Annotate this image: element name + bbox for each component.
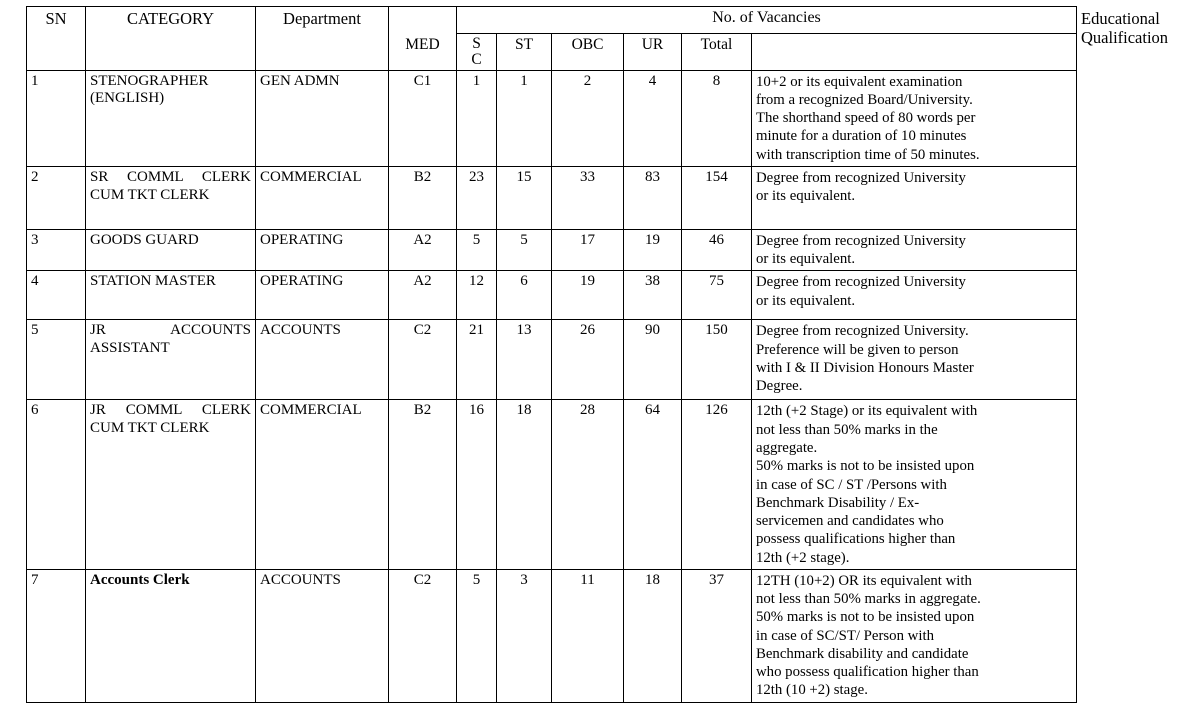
cell-sc: 1	[457, 70, 497, 166]
qualification-line: 10+2 or its equivalent examination	[756, 73, 963, 90]
cell-sc: 5	[457, 569, 497, 702]
cell-sn: 3	[27, 229, 86, 271]
qualification-line: Degree.	[756, 378, 803, 395]
qualification-line: The shorthand speed of 80 words per	[756, 110, 976, 127]
cell-ur: 18	[624, 569, 682, 702]
header-total: Total	[682, 34, 752, 71]
cell-sn: 6	[27, 400, 86, 569]
cell-st: 6	[497, 271, 552, 320]
header-row-top: SN CATEGORY Department No. of Vacancies Educational Qualification	[27, 7, 1077, 34]
qualification-line: or its equivalent.	[756, 188, 856, 205]
header-category: CATEGORY	[86, 7, 256, 71]
cell-sc: 23	[457, 166, 497, 229]
qualification-line: Degree from recognized University	[756, 169, 966, 186]
cell-obc: 11	[552, 569, 624, 702]
cell-obc: 33	[552, 166, 624, 229]
cell-obc: 28	[552, 400, 624, 569]
header-sc-line1: S	[472, 35, 481, 52]
table-row	[27, 166, 1077, 229]
cell-department: GEN ADMN	[256, 70, 389, 166]
qualification-line: possess qualifications higher than	[756, 531, 956, 548]
qualification-line: or its equivalent.	[756, 251, 856, 268]
cell-qualification	[752, 229, 1077, 271]
header-med: MED	[389, 34, 457, 71]
table-row	[27, 229, 1077, 271]
qualification-line: 12th (+2 stage).	[756, 549, 850, 566]
cell-total: 8	[682, 70, 752, 166]
cell-st: 13	[497, 320, 552, 400]
header-st: ST	[497, 34, 552, 71]
qualification-line: from a recognized Board/University.	[756, 91, 973, 108]
table-header	[27, 7, 1169, 71]
cell-sc: 5	[457, 229, 497, 271]
cell-category: Accounts Clerk	[86, 569, 256, 702]
cell-qualification	[752, 70, 1077, 166]
cell-ur: 19	[624, 229, 682, 271]
cell-category: SR COMML CLERK CUM TKT CLERK	[86, 166, 256, 229]
cell-category: GOODS GUARD	[86, 229, 256, 271]
qualification-line: 50% marks is not to be insisted upon	[756, 458, 975, 475]
table-row	[27, 320, 1077, 400]
cell-med: B2	[389, 166, 457, 229]
cell-sn: 5	[27, 320, 86, 400]
qualification-line: 50% marks is not to be insisted upon	[756, 609, 975, 626]
header-obc: OBC	[552, 34, 624, 71]
cell-total: 126	[682, 400, 752, 569]
cell-department: COMMERCIAL	[256, 400, 389, 569]
qualification-line: who possess qualification higher than	[756, 664, 979, 681]
cell-st: 1	[497, 70, 552, 166]
table-row	[27, 271, 1077, 320]
cell-st: 18	[497, 400, 552, 569]
vacancy-table-container	[26, 6, 1169, 703]
table-row	[27, 569, 1077, 702]
cell-category: JR ACCOUNTS ASSISTANT	[86, 320, 256, 400]
header-sc-line2: C	[471, 50, 482, 68]
qualification-line: or its equivalent.	[756, 292, 856, 309]
qualification-line: 12th (+2 Stage) or its equivalent with	[756, 403, 978, 420]
cell-med: A2	[389, 271, 457, 320]
cell-obc: 17	[552, 229, 624, 271]
cell-st: 5	[497, 229, 552, 271]
cell-category: STATION MASTER	[86, 271, 256, 320]
qualification-line: 12th (10 +2) stage.	[756, 682, 868, 699]
header-sn: SN	[27, 7, 86, 71]
qualification-line: not less than 50% marks in aggregate.	[756, 591, 981, 608]
qualification-line: with transcription time of 50 minutes.	[756, 146, 980, 163]
cell-total: 37	[682, 569, 752, 702]
qualification-line: with I & II Division Honours Master	[756, 359, 974, 376]
cell-ur: 90	[624, 320, 682, 400]
cell-st: 3	[497, 569, 552, 702]
qualification-line: minute for a duration of 10 minutes	[756, 128, 967, 145]
cell-sn: 4	[27, 271, 86, 320]
cell-total: 150	[682, 320, 752, 400]
cell-ur: 38	[624, 271, 682, 320]
cell-department: OPERATING	[256, 229, 389, 271]
cell-department: ACCOUNTS	[256, 320, 389, 400]
header-ur: UR	[624, 34, 682, 71]
cell-department: ACCOUNTS	[256, 569, 389, 702]
qualification-line: Degree from recognized University	[756, 274, 966, 291]
cell-obc: 19	[552, 271, 624, 320]
cell-ur: 64	[624, 400, 682, 569]
header-department: Department	[256, 7, 389, 71]
cell-category: JR COMML CLERK CUM TKT CLERK	[86, 400, 256, 569]
cell-sn: 1	[27, 70, 86, 166]
qualification-line: in case of SC / ST /Persons with	[756, 476, 947, 493]
cell-obc: 2	[552, 70, 624, 166]
qualification-line: aggregate.	[756, 439, 818, 456]
cell-qualification	[752, 271, 1077, 320]
table-row	[27, 70, 1077, 166]
cell-total: 46	[682, 229, 752, 271]
qualification-line: Degree from recognized University.	[756, 323, 969, 340]
qualification-line: servicemen and candidates who	[756, 513, 944, 530]
qualification-line: Degree from recognized University	[756, 232, 966, 249]
cell-sn: 7	[27, 569, 86, 702]
header-sc	[457, 34, 497, 71]
cell-med: C1	[389, 70, 457, 166]
cell-obc: 26	[552, 320, 624, 400]
cell-med: C2	[389, 569, 457, 702]
cell-qualification	[752, 166, 1077, 229]
cell-qualification	[752, 569, 1077, 702]
table-body	[27, 70, 1077, 702]
cell-department: COMMERCIAL	[256, 166, 389, 229]
cell-med: A2	[389, 229, 457, 271]
header-med-spacer	[389, 7, 457, 34]
cell-sc: 16	[457, 400, 497, 569]
qualification-line: Benchmark disability and candidate	[756, 645, 969, 662]
qualification-line: Preference will be given to person	[756, 341, 959, 358]
cell-ur: 83	[624, 166, 682, 229]
table-row	[27, 400, 1077, 569]
cell-med: B2	[389, 400, 457, 569]
cell-department: OPERATING	[256, 271, 389, 320]
header-vacancies-group: No. of Vacancies	[457, 7, 1077, 34]
cell-st: 15	[497, 166, 552, 229]
qualification-line: 12TH (10+2) OR its equivalent with	[756, 572, 972, 589]
qualification-line: Benchmark Disability / Ex-	[756, 494, 920, 511]
cell-sn: 2	[27, 166, 86, 229]
cell-total: 75	[682, 271, 752, 320]
cell-total: 154	[682, 166, 752, 229]
cell-qualification	[752, 320, 1077, 400]
qualification-line: not less than 50% marks in the	[756, 421, 938, 438]
cell-med: C2	[389, 320, 457, 400]
cell-sc: 12	[457, 271, 497, 320]
qualification-line: in case of SC/ST/ Person with	[756, 627, 934, 644]
cell-sc: 21	[457, 320, 497, 400]
cell-category: STENOGRAPHER (ENGLISH)	[86, 70, 256, 166]
vacancy-table	[26, 6, 1169, 703]
cell-qualification	[752, 400, 1077, 569]
cell-ur: 4	[624, 70, 682, 166]
